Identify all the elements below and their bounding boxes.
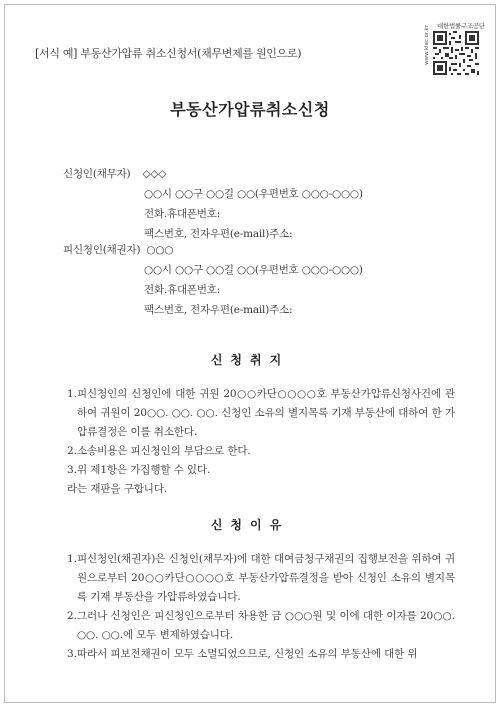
item-text: 소송비용은 피신청인의 부담으로 한다. — [77, 445, 251, 457]
document-title: 부동산가압류취소신청 — [170, 100, 330, 119]
item-text: 그러나 신청인은 피신청인으로부터 차용한 금 ○○○원 및 이에 대한 이자를 20○○. ○○. ○○.에 모두 변제하였습니다. — [77, 610, 455, 641]
respondent-fax-email: 팩스번호, 전자우편(e-mail)주소: — [144, 304, 293, 316]
purpose-item — [67, 461, 455, 480]
qr-code-icon — [433, 31, 479, 75]
purpose-heading: 신청취지 — [210, 353, 290, 367]
reason-item — [67, 645, 455, 664]
qr-caption: 대한법률구조공단 — [437, 22, 485, 30]
reason-item — [67, 550, 455, 607]
item-text: 피신청인의 신청인에 대한 귀원 20○○카단○○○○호 부동산가압류신청사건에 관하여 귀원이 20○○. ○○. ○○. 신청인 소유의 별지목록 기재 부동산에 대하여 한 가압류결정은 이를 취소한다. — [77, 388, 455, 438]
item-number: 2. — [67, 610, 77, 622]
reason-item — [67, 607, 455, 645]
applicant-phone: 전화.휴대폰번호: — [144, 208, 221, 220]
respondent-phone: 전화.휴대폰번호: — [144, 284, 221, 296]
purpose-item — [67, 442, 455, 461]
respondent-line — [63, 242, 173, 257]
item-number: 1. — [67, 553, 77, 565]
respondent-name: ○○○ — [146, 244, 174, 256]
reason-body — [67, 550, 455, 664]
respondent-label: 피신청인(채권자) — [63, 244, 141, 256]
item-text: 피신청인(채권자)은 신청인(채무자)에 대한 대여금청구채권의 집행보전을 위하여 귀원으로부터 20○○카단○○○○호 부동산가압류결정을 받아 신청인 소유의 별지목록 기재 부동산을 가압류하였습니다. — [77, 553, 455, 603]
item-number: 3. — [67, 648, 77, 660]
reason-heading: 신청이유 — [210, 518, 290, 532]
purpose-closing: 라는 재판을 구합니다. — [67, 483, 168, 495]
qr-code-stamp — [423, 21, 483, 77]
purpose-item — [67, 385, 455, 442]
item-number: 1. — [67, 388, 77, 400]
purpose-body — [67, 385, 455, 499]
form-type-note: [서식 예] 부동산가압류 취소신청서(채무변제를 원인으로) — [35, 47, 302, 60]
document-page — [4, 4, 496, 703]
item-text: 위 제1항은 가집행할 수 있다. — [77, 464, 211, 476]
item-text: 따라서 피보전채권이 모두 소멸되었으므로, 신청인 소유의 부동산에 대한 위 — [77, 648, 418, 660]
qr-side-url: www.klac.or.kr — [424, 25, 430, 65]
item-number: 3. — [67, 464, 77, 476]
item-number: 2. — [67, 445, 77, 457]
applicant-fax-email: 팩스번호, 전자우편(e-mail)주소: — [144, 228, 293, 240]
applicant-label: 신청인(채무자) — [63, 168, 131, 180]
respondent-address: ○○시 ○○구 ○○길 ○○(우편번호 ○○○-○○○) — [144, 264, 363, 276]
applicant-address: ○○시 ○○구 ○○길 ○○(우편번호 ○○○-○○○) — [144, 188, 363, 200]
applicant-name: ◇◇◇ — [142, 168, 167, 180]
applicant-line — [63, 166, 166, 181]
